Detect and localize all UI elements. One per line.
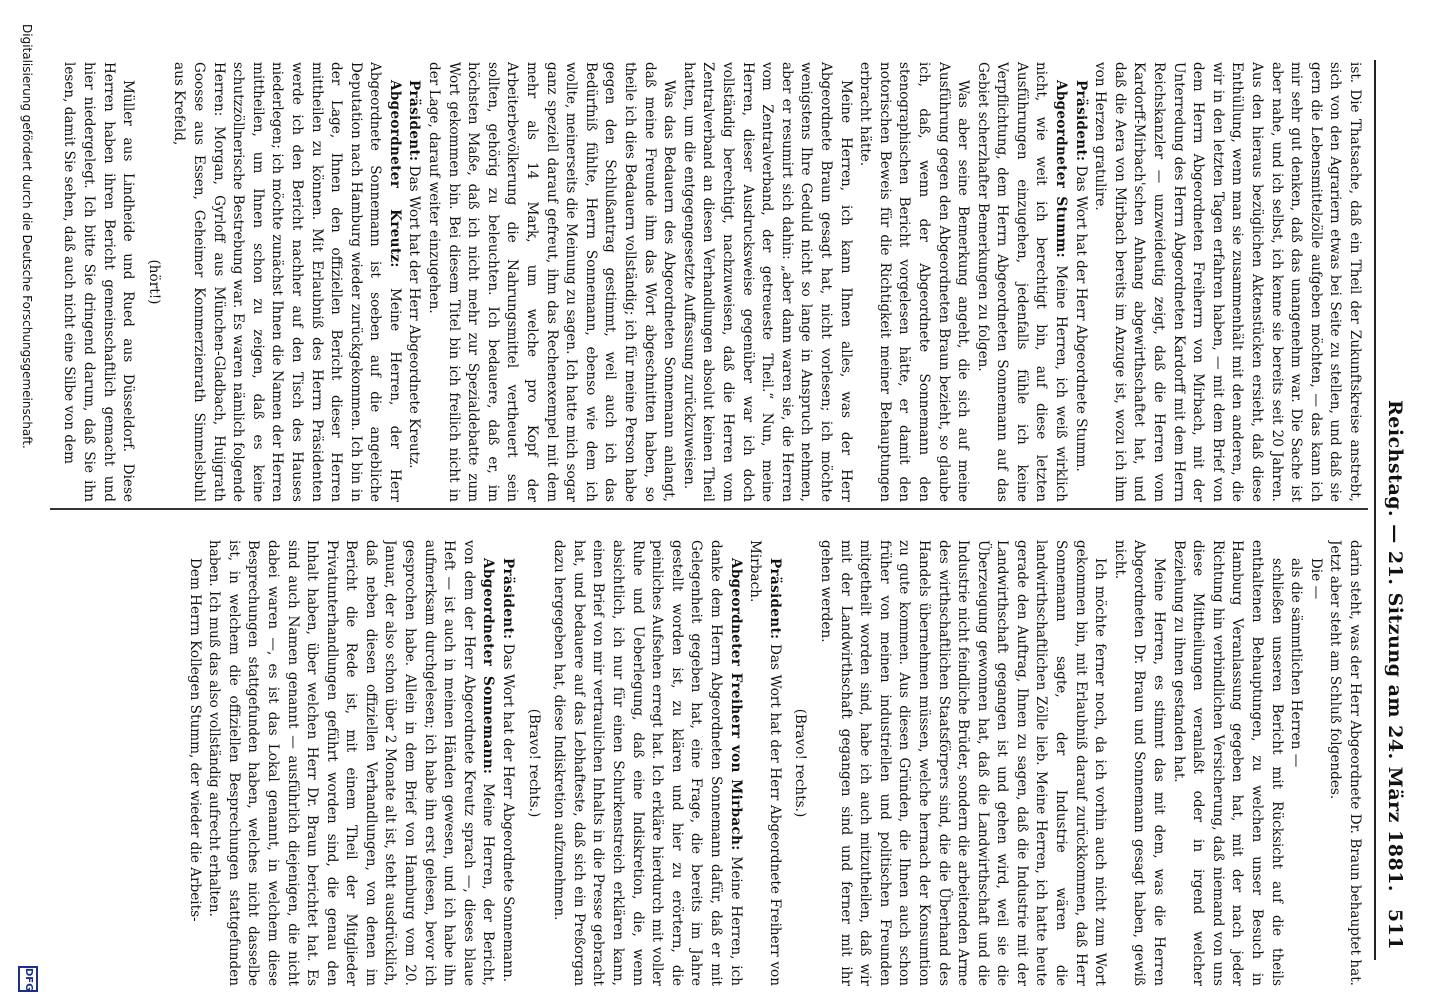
speaker-label: Abgeordneter Freiherr von Mirbach:	[727, 558, 744, 851]
paragraph	[204, 540, 498, 986]
paragraph: Meine Herren, ich kann Ihnen alles, was der Herr Abgeordnete Braun gesagt hat, nicht vorlesen; ich möchte wenigstens Ihre Geduld nicht so lange in Anspruch nehmen, aber er resumirt sich dahin: „aber dann waren sie, die Herren vom Zentralverband, der getreueste Theil.“ Nun, meine Herren, dieser Ausdrucksweise gegenüber war ich doch vollständig berechtigt, nachzuweisen, daß die Herren vom Zentralverband an diesen Verhandlungen absolut keinen Theil hatten, um die entgegengesetzte Auffassung zurückzuweisen.	[680, 62, 854, 502]
paragraph: Dem Herrn Kollegen Stumm, der wieder die Arbeits-	[186, 558, 203, 922]
speech-text: Meine Herren, der Bericht, von dem der Herr Abgeordnete Kreutz sprach —, dieses blaue Heft — ist auch in meinen Händen gewesen, und ich habe ihn aufmerksam durchgelesen; ich habe ihn erst gelesen, bevor ich gesprochen habe. Allein in dem Brief von Hamburg vom 20. Januar, der also schon über 2 Monate alt ist, steht ausdrücklich, daß neben diesen offiziellen Verhandlungen, von denen im Bericht die Rede ist, mit einem Theil der Mitglieder Privatunterhandlungen geführt worden sind, die genau den Inhalt haben, über welchen Herr Dr. Braun berichtet hat. Es sind auch Namen genannt — ausführlich diejenigen, die nicht dabei waren —, es ist das Lokal genannt, in welchem diese Besprechungen stattgefunden haben, welches nicht dasselbe ist, in welchem die offiziellen Besprechungen stattgefunden haben. Ich muß das also vollständig aufrecht erhalten.	[206, 540, 497, 986]
speech-text: Das Wort hat der Herr Abgeordnete Kreutz.	[406, 165, 423, 469]
paragraph	[972, 62, 1070, 502]
speech-text: Das Wort hat der Herr Abgeordnete Sonnemann.	[500, 643, 517, 983]
left-column	[54, 62, 1364, 502]
speaker-label: Präsident:	[406, 80, 423, 162]
paragraph	[1070, 62, 1090, 502]
paragraph: Ich möchte ferner noch, da ich vorhin auch nicht zum Wort gekommen bin, mit Erlaubniß darauf zurückkommen, daß Herr Sonnemann sagte, der Industrie wären die landwirthschaftlichen Zölle lieb. Meine Herren, ich hatte heute gerade den Auftrag, Ihnen zu sagen, daß die Industrie mit der Landwirthschaft gegangen ist und gehen wird, weil sie die Überzeugung gewonnen hat, daß die Landwirthschaft und die Industrie nicht feindliche Brüder, sondern die arbeitenden Arme des wirthschaftlichen Staatsförpers sind, die die Überhand des Handels übernehmen müssen, welche hernach der Konsumtion zu gute kommen. Aus diesen Gründen, die Ihnen auch schon früher von meinen industriellen und politischen Freunden mitgetheilt worden sind, habe ich auch mitzutheilen, daß wir mit der Landwirthschaft gegangen sind und ferner mit ihr gehen werden.	[817, 540, 1109, 986]
column-divider	[50, 508, 1368, 510]
page-header	[1378, 60, 1412, 960]
speaker-label: Abgeordneter Kreutz:	[386, 80, 403, 268]
speech-text: Meine Herren, ich weiß wirklich nicht, wie weit ich berechtigt bin, auf diese letzten Ausführungen einzugehen, jedenfalls fühle ich keine Verpflichtung, dem Herrn Abgeordneten Sonnemann auf das Gebiet scherzhafter Bemerkungen zu folgen.	[974, 62, 1070, 502]
page-number: 511	[1384, 908, 1406, 950]
paragraph: als die sämmtlichen Herren —	[1288, 558, 1305, 768]
speech-text: Das Wort hat der Herr Abgeordnete Stumm.	[1072, 165, 1089, 472]
paragraph: Müller aus Lindheide und Rued aus Düsseldorf. Diese Herren haben ihren Bericht gemeinschaftlich gemacht und hier niedergelegt. Ich bitte Sie dringend darum, daß Sie ihn lesen, damit Sie sehen, daß auch nicht eine Silbe von dem	[61, 62, 137, 502]
running-head: Reichstag. — 21. Sitzung am 24. März 1881.	[1384, 400, 1406, 893]
speaker-label: Abgeordneter Sonnemann:	[480, 558, 497, 775]
funding-note: Digitalisierung gefördert durch die Deutsche Forschungsgemeinschaft.	[20, 24, 34, 449]
paragraph	[404, 62, 424, 502]
paragraph: Meine Herren, es stimmt das mit dem, was die Herren Abgeordneten Dr. Braun und Sonnemann gesagt haben, gewiß nicht.	[1111, 540, 1168, 986]
stage-direction: (Bravo! rechts.)	[525, 708, 542, 818]
paragraph: darin steht, was der Herr Abgeordnete Dr. Braun behauptet hat. Jetzt aber steht am Schluß folgendes.	[1327, 540, 1363, 986]
stage-direction: (Bravo! rechts.)	[792, 708, 809, 818]
speaker-label: Präsident:	[1072, 80, 1089, 162]
paragraph	[169, 62, 404, 502]
paragraph: schließen unseren Bericht mit Rücksicht auf die theils enthaltenen Behauptungen, zu welchen unser Besuch in Hamburg Veranlassung gegeben hat, mit der nach jeder Richtung hin verbindlichen Versicherung, daß niemand von uns diese Mittheilungen veranlaßt oder in irgend welcher Beziehung zu ihnen gestanden hat.	[1170, 540, 1285, 986]
paragraph: Was das Bedauern des Abgeordneten Sonnemann anlangt, daß meine Freunde ihm das Wort abgeschnitten haben, so theile ich dies Bedauern vollständig; ich für meine Person habe gegen den Schlußantrag gestimmt, weil auch ich das Bedürfniß fühlte, Herrn Sonnemann, ebenso wie dem ich wollte, meinerseits die Meinung zu sagen. Ich hatte mich sogar ganz speziell darauf gefreut, ihm das Rechenexempel mit dem mehr als 14 Mark, um welche pro Kopf der Arbeiterbevölkerung die Nahrungsmittel vertheuert sein sollten, gehörig zu beleuchten. Ich bedauere, daß er, im höchsten Maße, daß ich nicht mehr zur Spezialdebatte zum Wort gekommen bin. Bei diesem Titel bin ich freilich nicht in der Lage, darauf weiter einzugehen.	[426, 62, 678, 502]
speaker-label: Präsident:	[766, 558, 783, 640]
speech-text: Meine Herren, der Herr Abgeordnete Sonnemann ist soeben auf die angebliche Deputation nach Hamburg wieder zurückgekommen. Ich bin in der Lage, Ihnen den offiziellen Bericht dieser Herren mittheilen zu können. Mit Erlaubniß des Herrn Präsidenten werde ich den Bericht nachher auf den Tisch des Hauses niederlegen; ich möchte zunächst Ihnen die Namen der Herren mittheilen, um Ihnen schon zu zeigen, daß es keine schutzzöllnerische Bestrebung war. Es waren nämlich folgende Herren: Morgan, Gyrloff aus München-Gladbach, Huijgrath Goosse aus Essen, Geheimer Kommerzienrath Simmelsbuhl aus Krefeld,	[171, 62, 403, 502]
paragraph	[497, 540, 517, 986]
digitization-footer	[14, 0, 40, 1000]
paragraph	[549, 540, 745, 986]
header-rule	[1374, 60, 1376, 960]
right-column	[54, 540, 1364, 986]
dfg-logo-icon: DFG	[18, 966, 38, 992]
paragraph	[745, 540, 784, 986]
speaker-label: Präsident:	[500, 558, 517, 640]
speech-text: Das Wort hat der Herr Abgeordnete Freiherr von Mirbach.	[747, 540, 783, 986]
paragraph: Die —	[1307, 558, 1324, 600]
speaker-label: Abgeordneter Stumm:	[1053, 80, 1070, 258]
speech-text: Meine Herren, ich danke dem Herrn Abgeordneten Sonnemann dafür, daß er mit Gelegenheit gegeben hat, eine Frage, die bereits im Jahre gestellt worden ist, zu klären und hier zu erörtern, die peinliches Aufsehen erregt hat. Ich erkläre hierdurch mit voller Ruhe und Ueberlegung, daß eine Indiskretion, die, wenn absichtlich, ich nur für einen Schurkenstreich erklären kann, einen Brief von mir vertraulichen Inhalts in die Presse gebracht hat, und bedauere auf das Lebhafteste, daß sich ein Preßorgan dazu hergegeben hat, diese Indiskretion aufzunehmen.	[551, 540, 744, 986]
paragraph: Was aber seine Bemerkung angeht, die sich auf meine Ausführung gegen den Abgeordneten Braun bezieht, so glaube ich, daß, wenn der Abgeordnete Sonnemann den stenographischen Bericht vorgelesen hätte, er damit den notorischen Beweis für die Richtigkeit meiner Behauptungen erbracht hätte.	[857, 62, 972, 502]
stage-direction: (hört!)	[145, 259, 162, 305]
paragraph: ist. Die Thatsache, daß ein Theil der Zukunftskreise anstrebt, sich von den Agrariern etwas bei Seite zu stellen, und daß sie gern die Lebensmittelzölle aufgeben möchten, — das kann ich mir sehr gut denken, daß das unangenehm war. Die Sache ist aber nahe, und ich selbst, ich kenne sie bereits seit 20 Jahren. Aus den hieraus bezüglichen Aktenstücken ersieht, daß diese Enthüllung, wenn man sie zusammenhält mit den anderen, die wir in den letzten Tagen erfahren haben, — mit dem Brief von dem Herrn Abgeordneten Freiherrn von Mirbach, mit der Unterredung des Herrn Abgeordneten Kardorff mit dem Herrn Reichskanzler — unzweideutig zeigt, daß die Herren vom Kardorff-Mirbach'schen Anhang abgewirthschaftet hat, und daß die Aera von Mirbach bereits im Anzuge ist, wozu ich ihm von Herzen gratulire.	[1092, 62, 1363, 502]
